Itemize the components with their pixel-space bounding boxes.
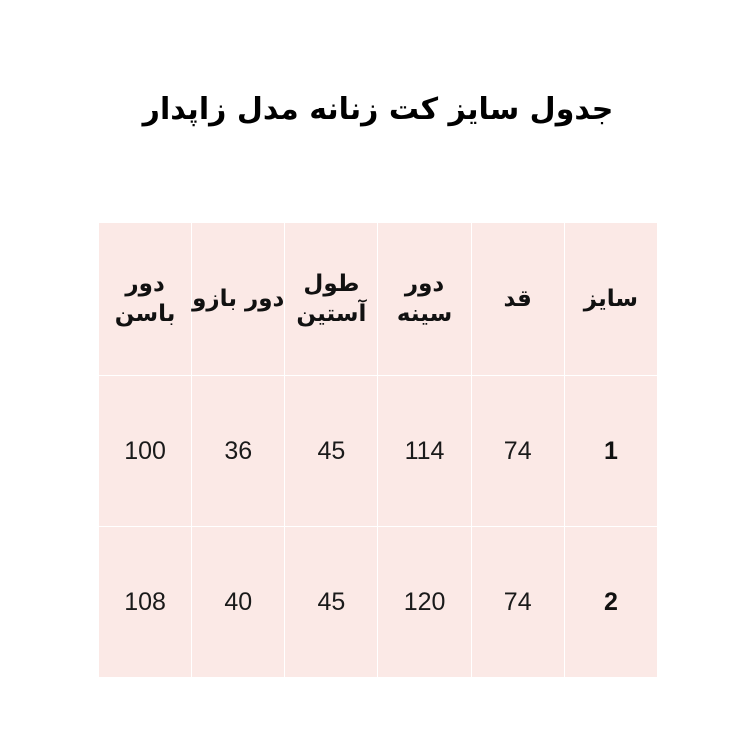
header-size: سایز (564, 223, 657, 376)
page-title: جدول سایز کت زنانه مدل زاپدار (142, 92, 614, 127)
header-sleeve (285, 223, 378, 376)
cell-size: 1 (564, 376, 657, 527)
header-chest-line2: سینه (396, 301, 453, 327)
header-hip-line2: باسن (114, 301, 176, 327)
cell-height: 74 (471, 376, 564, 527)
header-chest (378, 223, 471, 376)
header-arm: دور بازو (192, 223, 285, 376)
cell-chest: 114 (378, 376, 471, 527)
header-height: قد (471, 223, 564, 376)
header-chest-line1: دور (404, 271, 445, 297)
table-row (99, 376, 658, 527)
table-row (99, 527, 658, 678)
cell-height: 74 (471, 527, 564, 678)
table-header-row (99, 223, 658, 376)
size-table (98, 222, 658, 678)
cell-hip: 108 (99, 527, 192, 678)
header-hip (99, 223, 192, 376)
header-sleeve-line2: آستین (296, 301, 367, 327)
cell-hip: 100 (99, 376, 192, 527)
cell-arm: 40 (192, 527, 285, 678)
header-hip-line1: دور (125, 271, 165, 297)
cell-sleeve: 45 (285, 527, 378, 678)
cell-size: 2 (564, 527, 657, 678)
cell-chest: 120 (378, 527, 471, 678)
header-sleeve-line1: طول (303, 271, 360, 297)
cell-sleeve: 45 (285, 376, 378, 527)
cell-arm: 36 (192, 376, 285, 527)
